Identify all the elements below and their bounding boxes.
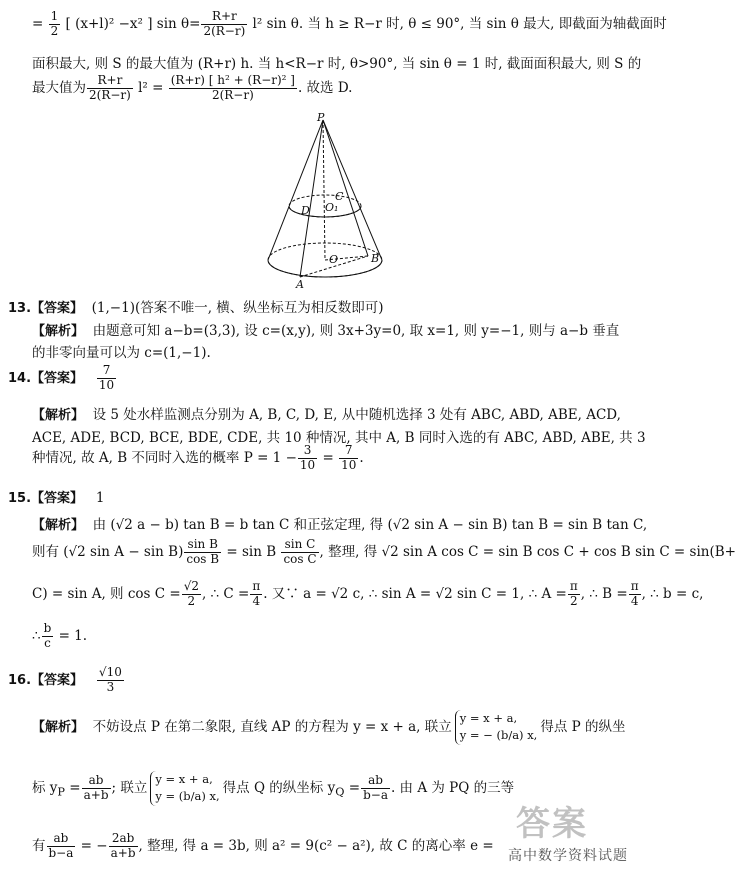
q16-analysis-1: 【解析】 不妨设点 P 在第二象限, 直线 AP 的方程为 y = x + a, 联立y = x + a, y = − (b/a) x,得点 P 的纵坐	[32, 710, 666, 745]
label-a: A	[296, 278, 304, 291]
text: [ (x+l)² −x² ] sin θ=	[61, 15, 201, 32]
label-b: B	[371, 252, 380, 265]
system-1: y = x + a, y = − (b/a) x,	[455, 710, 538, 745]
intro-line-3: 最大值为 $\frac{R+r}{2(R-r)}$ l² = $\frac{\text{(R+r) [ h² + (R−r)² ]}}{2(R-r)}$ . 故选 D.	[32, 73, 353, 102]
intro-line-2: 面积最大, 则 S 的最大值为 (R+r) h. 当 h<R−r 时, θ>90°, 当 sin θ = 1 时, 截面面积最大, 则 S 的	[32, 56, 642, 72]
label-d: D	[301, 204, 310, 217]
label-o: O	[329, 253, 339, 266]
q15-analysis-2: 则有 (√2 sin A − sin B) $\frac{\text{sin B}}{\text{cos B}}$ = sin B $\frac{\text{sin C}}{\text{cos C}}$ , 整理, 得 √2 sin A cos C = sin B cos C + cos B sin C = sin(B+	[32, 537, 736, 566]
q14-analysis-1: 【解析】 设 5 处水样监测点分别为 A, B, C, D, E, 从中随机选择 3 处有 ABC, ABD, ABE, ACD,	[32, 407, 621, 423]
q16-analysis-2: 标 $y_P$ = $\frac{ab}{a+b}$ ; 联立y = x + a, y = (b/a) x,得点 Q 的纵坐标 $y_Q$ = $\frac{ab}{b-a}$ . 由 A 为 PQ 的三等	[32, 771, 666, 806]
text: =	[32, 15, 48, 32]
label-p: P	[317, 111, 325, 124]
fraction-rr: $\frac{R+r}{2(R-r)}$	[203, 9, 246, 38]
q14-answer-fraction: $\frac{7}{10}$	[98, 363, 115, 392]
q14-analysis-3: 种情况, 故 A, B 不同时入选的概率 P = 1 − $\frac{3}{10}$ = $\frac{7}{10}$ .	[32, 443, 364, 472]
q16-answer: 16.【答案】 $\frac{√10}{3}$	[8, 665, 122, 694]
system-2: y = x + a, y = (b/a) x,	[150, 771, 219, 806]
q13-analysis-2: 的非零向量可以为 c=(1,−1).	[32, 345, 211, 361]
q15-answer: 15.【答案】 1	[8, 490, 105, 506]
label-o1: O₁	[325, 201, 339, 214]
fraction-big: $\frac{\text{(R+r) [ h² + (R−r)² ]}}{2(R-r)}$	[170, 73, 295, 102]
q14-answer: 14.【答案】 $\frac{7}{10}$	[8, 363, 115, 392]
intro-line-1	[32, 10, 666, 39]
cone-figure	[255, 110, 395, 290]
q13-answer: 13.【答案】 (1,−1)(答案不唯一, 横、纵坐标互为相反数即可)	[8, 300, 384, 316]
q16-analysis-3: 有 $\frac{ab}{b-a}$ = − $\frac{2ab}{a+b}$ , 整理, 得 a = 3b, 则 a² = 9(c² − a²), 故 C 的离心率 e =	[32, 831, 494, 860]
q15-analysis-3: C) = sin A, 则 cos C = $\frac{√2}{2}$ , ∴ C = $\frac{\pi}{4}$ . 又∵ a = √2 c, ∴ sin A = √2 sin C = 1, ∴ A = $\frac{\pi}{2}$ , ∴ B = $\frac{\pi}{4}$ , ∴ b = c,	[32, 579, 704, 608]
fraction-rr-2: $\frac{R+r}{2(R-r)}$	[89, 73, 131, 102]
fraction-half: $\frac{1}{2}$	[50, 9, 59, 38]
q15-analysis-4: ∴ $\frac{b}{c}$ = 1.	[32, 621, 88, 650]
watermark-logo: 答案	[516, 804, 588, 844]
q13-analysis-1: 【解析】 由题意可知 a−b=(3,3), 设 c=(x,y), 则 3x+3y=0, 取 x=1, 则 y=−1, 则与 a−b 垂直	[32, 323, 620, 339]
watermark	[413, 799, 628, 869]
q16-answer-fraction: $\frac{√10}{3}$	[98, 665, 122, 694]
q15-analysis-1: 【解析】 由 (√2 a − b) tan B = b tan C 和正弦定理, 得 (√2 sin A − sin B) tan B = sin B tan C,	[32, 517, 648, 533]
text: l² sin θ. 当 h ≥ R−r 时, θ ≤ 90°, 当 sin θ 最大, 即截面为轴截面时	[248, 15, 667, 32]
q14-analysis-2: ACE, ADE, BCD, BCE, BDE, CDE, 共 10 种情况, 其中 A, B 同时入选的有 ABC, ABD, ABE, 共 3	[32, 430, 646, 446]
label-c: C	[335, 190, 344, 203]
watermark-text: 高中数学资料试题	[508, 848, 628, 864]
